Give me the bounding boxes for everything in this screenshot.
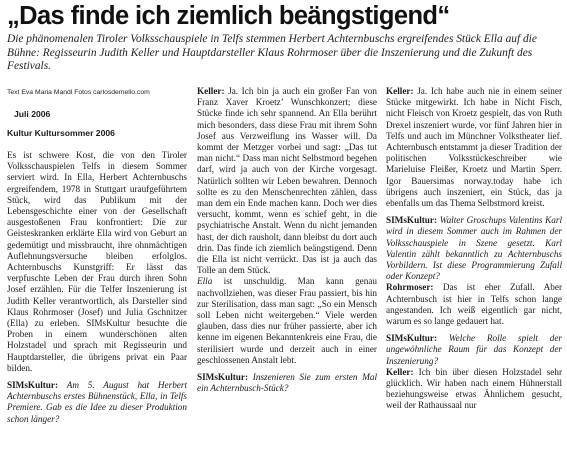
- publication-date: Juli 2006: [14, 109, 51, 119]
- article-column-1: [7, 150, 187, 466]
- speaker-label: Rohrmoser:: [386, 282, 434, 293]
- interview-question: [7, 380, 187, 425]
- question-text: Walter Groschups Valentins Karl wird in diesem Sommer auch im Rahmen der Volksschauspiele in Szene gesetzt. Karl Valentin zählt bekanntlich zu Achternbuschs Vorbildern. Ist diese Programmierung Zufall oder Konzept?: [386, 215, 562, 282]
- interview-answer: [197, 86, 377, 276]
- question-text: Inszenieren Sie zum ersten Mal ein Achternbusch-Stück?: [197, 372, 377, 394]
- interview-question: [386, 215, 562, 282]
- answer-text: Ja. Ich bin ja auch ein großer Fan von Franz Xaver Kroetz’ Wunschkonzert; diese Stücke finde ich sehr spannend. An Ella berührt mich besonders, dass diese Frau mit ihrem Sohn Josef aus Verzweiflung ins Wasser will. Da kommt der Metzger vorbei und sagt: „Das tut man nicht.“ Dass man nicht Selbstmord begehen darf, wird ja auch von der Kirche vorgesagt. Natürlich sollten wir Leben bewahren. Dennoch sollte es zu den Menschenrechten zählen, dass man dem ein Ende machen kann. Doch wer dies versucht, kommt, wenn es schief geht, in die psychiatrische Anstalt. Wenn du nicht jemanden hast, der dich rausholt, dann bleibst du dort auch drin. Das finde ich ziemlich beängstigend. Denn die Ella ist nicht verrückt. Das ist ja auch das Tolle an dem Stück.: [197, 86, 377, 276]
- intro-paragraph: Es ist schwere Kost, die von den Tiroler Volksschauspielen Telfs in diesem Sommer serviert wird. In Ella, Herbert Achternbuschs ergreifendem, 1978 in Stuttgart uraufgeführtem Stück, wird das Publikum mit der Lebensgeschichte einer von der Gesellschaft ausgestoßenen Frau konfrontiert: Die zur Geisteskranken erklärte Ella wird von Geburt an gedemütigt und missbraucht, ihre ohnmächtigen Auflehnungsversuche bleiben erfolglos. Achternbuschs Kunstgriff: Er lässt das verpfuschte Leben der Frau durch ihren Sohn Josef erzählen. Für die Telfer Inszenierung ist Judith Keller verantwortlich, als Darsteller sind Klaus Rohrmoser (Josef) und Julia Gschnitzer (Ella) zu erleben. SIMsKultur besuchte die Proben in einem wunderschönen alten Holzstadel und sprach mit Regisseurin und Hauptdarsteller, die übrigens privat ein Paar bilden.: [7, 150, 187, 373]
- question-text: Welche Rolle spielt der ungewöhnliche Raum für das Konzept der Inszenierung?: [386, 333, 562, 366]
- interview-question: [386, 333, 562, 367]
- speaker-label: SIMsKultur:: [386, 333, 438, 344]
- speaker-label: SIMsKultur:: [197, 372, 249, 383]
- article-column-2: [197, 86, 377, 466]
- question-text: Am 5. August hat Herbert Achternbuschs erstes Bühnenstück, Ella, in Telfs Premiere. Gab es die Idee zu dieser Produktion schon länger?: [7, 380, 187, 424]
- interview-answer: [386, 86, 562, 209]
- interview-answer-continued: [197, 276, 377, 366]
- speaker-label: Keller:: [386, 86, 414, 96]
- interview-answer: [386, 367, 562, 412]
- answer-text: ist unschuldig. Man kann genau nachvollziehen, was dieser Frau passiert, bis hin zur Sterilisation, dass man sagt: „So ein Mensch soll Leben nicht weitergeben.“ Viele werden glauben, dass dies nur früher passierte, aber ich kenne im eigenen Bekanntenkreis eine Frau, die sterilisiert wurde und derzeit auch in einer geschlossenen Anstalt lebt.: [197, 276, 377, 365]
- speaker-label: Keller:: [386, 366, 414, 377]
- answer-text: Das ist eher Zufall. Aber Achternbusch ist hier in Telfs schon lange angestanden. Ich weiß eigentlich gar nicht, warum es so lange gedauert hat.: [386, 282, 562, 327]
- play-title: Ella: [197, 276, 213, 287]
- speaker-label: SIMsKultur:: [386, 215, 438, 226]
- speaker-label: Keller:: [197, 86, 225, 96]
- answer-text: Ich bin über diesen Holzstadel sehr glücklich. Wir haben nach einem Hühnerstall beziehungsweise etwas Ähnlichem gesucht, weil der Rathaussaal nur: [386, 366, 562, 411]
- interview-question: [197, 372, 377, 394]
- interview-answer: [386, 282, 562, 327]
- answer-text: Ja. Ich habe auch nie in einem seiner Stücke mitgewirkt. Ich habe in Nicht Fisch, nicht Fleisch von Kroetz gespielt, das von Ruth Drexel inszeniert wurde, vor fünf Jahren hier in Telfs und auch im Münchner Volkstheater lief. Achternbusch entstammt ja dieser Tradition der politischen Volksstückeschreiber wie Marieluise Fleißer, Kroetz und Martin Sperr. Igor Bauersimas norway.today habe ich übrigens auch inszeniert, ein Stück, das ja ebenfalls um das Thema Selbstmord kreist.: [386, 86, 562, 209]
- author-credit: Text Eva Maria Mandl Fotos carlosdemello.com: [7, 89, 150, 96]
- section-label: Kultur Kultursommer 2006: [7, 128, 115, 138]
- article-headline: „Das finde ich ziemlich beängstigend“: [7, 2, 450, 30]
- article-column-3: [386, 86, 562, 466]
- article-subtitle: Die phänomenalen Tiroler Volksschauspiele in Telfs stemmen Herbert Achternbuschs ergreifendes Stück Ella auf die Bühne: Regisseurin Judith Keller und Hauptdarsteller Klaus Rohrmoser über die Inszenierung und die Zukunft des Festivals.: [7, 33, 537, 73]
- speaker-label: SIMsKultur:: [7, 380, 59, 391]
